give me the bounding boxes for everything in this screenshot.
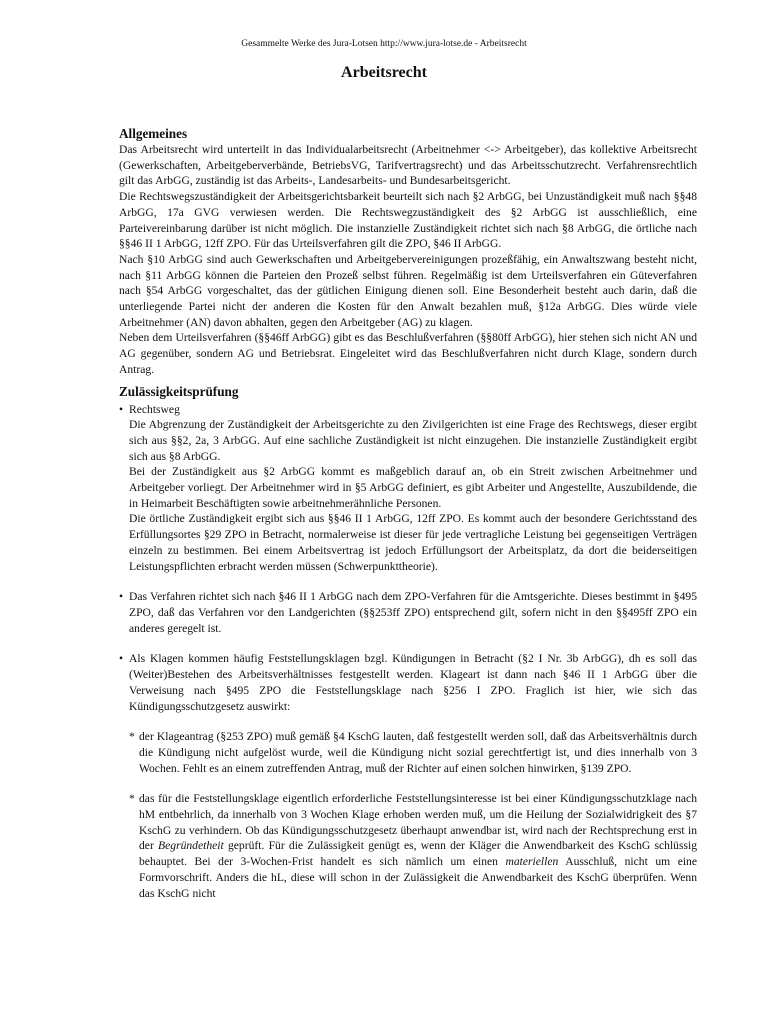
list-item-rechtsweg xyxy=(119,402,697,575)
bullet-icon: • xyxy=(119,402,124,416)
text-run: geprüft. Für die Zulässigkeit genügt es, wenn der Kläger die Anwendbarkeit des KschG schlüssig behauptet. Bei der 3-Wochen-Frist handelt es sich nämlich um einen xyxy=(139,839,698,869)
paragraph: Die Rechtswegszuständigkeit der Arbeitsgerichtsbarkeit beurteilt sich nach §2 ArbGG, bei Unzuständigkeit muß nach §§48 ArbGG, 17a GVG verwiesen werden. Die Rechtswegzuständigkeit des §2 ArbGG ist ausschließlich, eine Parteivereinbarung darüber ist nicht möglich. Die instanzielle Zuständigkeit richtet sich nach §8 ArbGG, die örtliche nach §§46 II 1 ArbGG, 12ff ZPO. Für das Urteilsverfahren gilt die ZPO, §46 II ArbGG. xyxy=(119,190,697,251)
emphasis: materiellen xyxy=(505,855,559,869)
paragraph: Bei der Zuständigkeit aus §2 ArbGG kommt es maßgeblich darauf an, ob ein Streit zwischen Arbeitnehmer und Arbeitgeber vorliegt. Der Arbeitnehmer wird in §5 ArbGG definiert, es gibt Arbeiter und Angestellte, Auszubildende, die in Heimarbeit Beschäftigten sowie arbeitnehmerähnliche Personen. xyxy=(129,465,697,510)
page-title: Arbeitsrecht xyxy=(341,64,427,81)
document-body xyxy=(119,126,697,901)
sub-item-klageantrag xyxy=(119,729,697,776)
paragraph: Neben dem Urteilsverfahren (§§46ff ArbGG) gibt es das Beschlußverfahren (§§80ff ArbGG), hier stehen sich nicht AN und AG gegenüber, sondern AG und Betriebsrat. Eingeleitet wird das Beschlußverfahren nicht durch Klage, sondern durch Antrag. xyxy=(119,331,697,376)
paragraph: Die örtliche Zuständigkeit ergibt sich aus §§46 II 1 ArbGG, 12ff ZPO. Es kommt auch der besondere Gerichtsstand des Erfüllungsortes §29 ZPO in Betracht, normalerweise ist dieser für jede vertragliche Leistung bei gegenseitigen Verträgen einzeln zu bestimmen. Bei einem Arbeitsvertrag ist jedoch Erfüllungsort der Arbeitsplatz, da dort die beiderseitigen Leistungspflichten erbracht werden müssen (Schwerpunkttheorie). xyxy=(129,512,697,573)
list-item-klagen xyxy=(119,651,697,714)
paragraph: Die Abgrenzung der Zuständigkeit der Arbeitsgerichte zu den Zivilgerichten ist eine Frage des Rechtswegs, dieser ergibt sich aus §§2, 2a, 3 ArbGG. Auf eine sachliche Zuständigkeit ist nicht einzugehen. Die instanzielle Zuständigkeit ergibt sich aus §8 ArbGG. xyxy=(129,418,697,463)
emphasis: Begründetheit xyxy=(158,839,224,853)
text-run: Ausschluß, nicht um eine Formvorschrift. Anders die hL, diese will schon in der Zulässigkeit die Anwendbarkeit des KschG überprüfen. Wenn das KschG nicht xyxy=(139,855,697,900)
section-heading-allgemeines: Allgemeines xyxy=(119,126,188,141)
paragraph xyxy=(139,791,697,901)
sub-item-feststellungsinteresse xyxy=(119,791,697,901)
paragraph: Nach §10 ArbGG sind auch Gewerkschaften und Arbeitgebervereinigungen prozeßfähig, ein Anwaltszwang besteht nicht, nach §11 ArbGG können die Parteien den Prozeß selbst führen. Regelmäßig ist dem Urteilsverfahren ein Güteverfahren nach §54 ArbGG vorgeschaltet, das der gütlichen Einigung dienen soll. Eine Besonderheit besteht auch darin, daß die unterliegende Partei nicht der anderen die Kosten für den Anwalt bezahlen muß, §12a ArbGG. Dies würde viele Arbeitnehmer (AN) davon abhalten, gegen den Arbeitgeber (AG) zu klagen. xyxy=(119,252,697,329)
section-heading-zulaessigkeit: Zulässigkeitsprüfung xyxy=(119,383,239,399)
bullet-icon: • xyxy=(119,590,124,604)
bullet-icon: • xyxy=(119,652,124,666)
text-run: das für die Feststellungsklage eigentlich erforderliche Feststellungsinteresse ist bei einer Kündigungsschutzklage nach hM entbehrlich, da innerhalb von 3 Wochen Klage erhoben werden muß, um die Heilung der Sozialwidrigkeit des §7 KschG zu verhindern. Ob das Kündigungsschutzgesetz überhaupt anwendbar ist, wird nach der Rechtsprechung erst in der xyxy=(139,792,697,853)
asterisk-icon: * xyxy=(129,792,135,806)
list-item-verfahren xyxy=(119,589,697,636)
paragraph: Als Klagen kommen häufig Feststellungsklagen bzgl. Kündigungen in Betracht (§2 I Nr. 3b ArbGG), dh es soll das (Weiter)Bestehen des Arbeitsverhältnisses festgestellt werden. Klageart ist dann nach §46 II 1 ArbGG über die Verweisung nach §495 ZPO die Feststellungsklage nach §256 I ZPO. Fraglich ist hier, wie sich das Kündigungsschutzgesetz auswirkt: xyxy=(129,652,697,713)
paragraph: Das Arbeitsrecht wird unterteilt in das Individualarbeitsrecht (Arbeitnehmer <-> Arbeitgeber), das kollektive Arbeitsrecht (Gewerkschaften, Arbeitgeberverbände, BetriebsVG, Tarifvertragsrecht) und das Arbeitsschutzrecht. Verfahrensrechtlich gilt das ArbGG, zuständig ist das Arbeits-, Landesarbeits- und Bundesarbeitsgericht. xyxy=(119,143,697,188)
paragraph: Das Verfahren richtet sich nach §46 II 1 ArbGG nach dem ZPO-Verfahren für die Amtsgerichte. Dieses bestimmt in §495 ZPO, daß das Verfahren vor den Landgerichten (§§253ff ZPO) entsprechend gilt, sofern nicht in den §§495ff ZPO ein anderes geregelt ist. xyxy=(129,590,697,635)
paragraph: der Klageantrag (§253 ZPO) muß gemäß §4 KschG lauten, daß festgestellt werden soll, daß das Arbeitsverhältnis durch die Kündigung nicht aufgelöst wurde, weil die Kündigung nicht sozial gerechtfertigt ist, und dies innerhalb von 3 Wochen. Fehlt es an einem zutreffenden Antrag, muß der Richter auf einen solchen hinwirken, §139 ZPO. xyxy=(139,730,697,775)
asterisk-icon: * xyxy=(129,730,135,744)
running-header: Gesammelte Werke des Jura-Lotsen http://www.jura-lotse.de - Arbeitsrecht xyxy=(241,39,527,49)
list-item-label: Rechtsweg xyxy=(129,402,180,416)
